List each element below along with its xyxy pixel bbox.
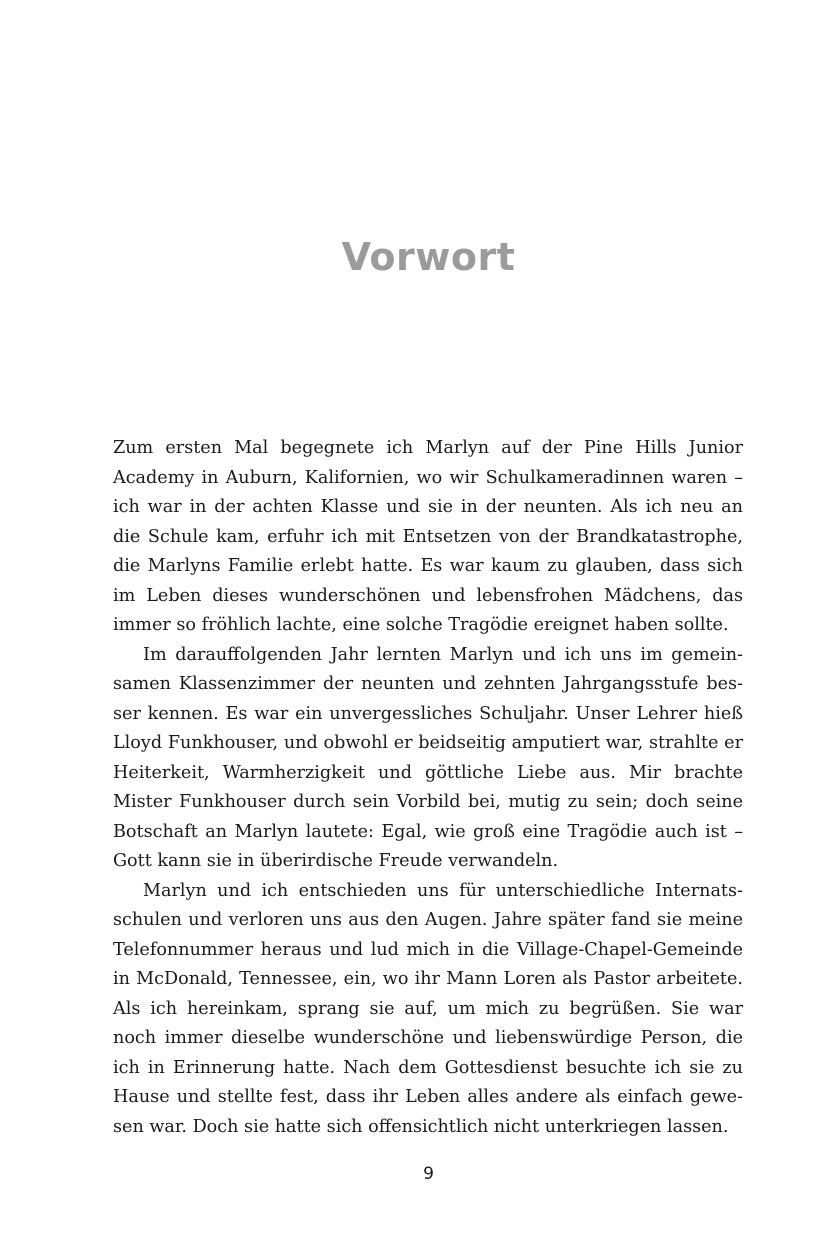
paragraph-2: Im darauffolgenden Jahr lernten Marlyn und ich uns im gemeinsamen Klassenzimmer der neunten und zehnten Jahrgangsstufe besser kennen. Es war ein unvergessliches Schuljahr. Unser Lehrer hieß Lloyd Funkhouser, und obwohl er beidseitig amputiert war, strahlte er Heiterkeit, Warmherzigkeit und göttliche Liebe aus. Mir brachte Mister Funkhouser durch sein Vorbild bei, mutig zu sein; doch seine Botschaft an Marlyn lautete: Egal, wie groß eine Tragödie auch ist – Gott kann sie in überirdische Freude verwandeln.	[113, 644, 743, 871]
paragraph-3: Marlyn und ich entschieden uns für unterschiedliche Internatsschulen und verloren uns aus den Augen. Jahre später fand sie meine Telefonnummer heraus und lud mich in die Village-Chapel-Gemeinde in McDonald, Tennessee, ein, wo ihr Mann Loren als Pastor arbeitete. Als ich hereinkam, sprang sie auf, um mich zu begrüßen. Sie war noch immer dieselbe wunderschöne und liebenswürdige Person, die ich in Erinnerung hatte. Nach dem Gottesdienst besuchte ich sie zu Hause und stellte fest, dass ihr Leben alles andere als einfach gewesen war. Doch sie hatte sich offensichtlich nicht unterkriegen lassen.	[113, 880, 743, 1137]
page-number: 9	[423, 1164, 434, 1184]
chapter-title: Vorwort	[341, 235, 516, 279]
body-text	[113, 434, 743, 1142]
paragraph-1: Zum ersten Mal begegnete ich Marlyn auf der Pine Hills Junior Academy in Auburn, Kalifornien, wo wir Schulkameradinnen waren – ich war in der achten Klasse und sie in der neunten. Als ich neu an die Schule kam, erfuhr ich mit Entsetzen von der Brandkatastrophe, die Marlyns Familie erlebt hatte. Es war kaum zu glauben, dass sich im Leben dieses wunderschönen und lebensfrohen Mädchens, das immer so fröhlich lachte, eine solche Tragödie ereignet haben sollte.	[113, 438, 743, 635]
